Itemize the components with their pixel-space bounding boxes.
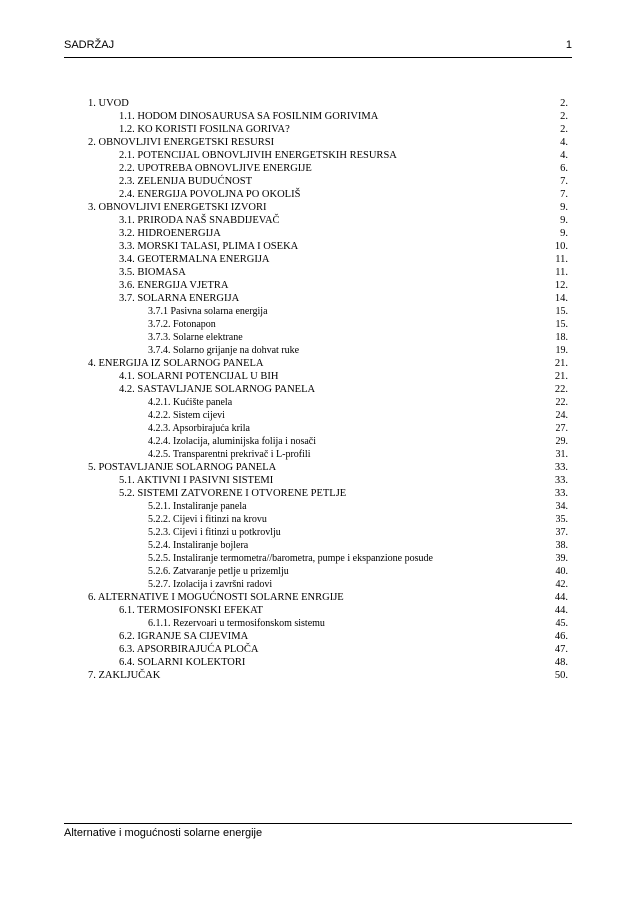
toc-entry[interactable] — [88, 422, 568, 435]
toc-entry[interactable] — [88, 240, 568, 253]
toc-entry-title: 3.7.4. Solarno grijanje na dohvat ruke — [148, 345, 300, 356]
toc-entry-title: 4.2. SASTAVLJANJE SOLARNOG PANELA — [119, 384, 316, 395]
toc-entry[interactable] — [88, 331, 568, 344]
toc-entry-page: 11. — [555, 254, 568, 265]
toc-entry-page: 35. — [555, 514, 568, 525]
toc-entry-page: 15. — [555, 319, 568, 330]
toc-entry[interactable] — [88, 318, 568, 331]
toc-entry-page: 42. — [555, 579, 568, 590]
toc-entry-page: 19. — [555, 345, 568, 356]
toc-entry-title: 3.7. SOLARNA ENERGIJA — [119, 293, 240, 304]
toc-entry[interactable] — [88, 526, 568, 539]
toc-entry-page: 7. — [560, 189, 568, 200]
toc-entry[interactable] — [88, 448, 568, 461]
page-header — [64, 37, 572, 58]
toc-entry[interactable] — [88, 604, 568, 617]
toc-entry-page: 24. — [555, 410, 568, 421]
toc-entry[interactable] — [88, 175, 568, 188]
toc-entry-page: 27. — [555, 423, 568, 434]
toc-entry-page: 33. — [554, 462, 568, 473]
toc-entry-title: 2.4. ENERGIJA POVOLJNA PO OKOLIŠ — [119, 189, 301, 200]
toc-entry-page: 21. — [554, 358, 568, 369]
toc-entry[interactable] — [88, 357, 568, 370]
toc-entry-title: 5.2.3. Cijevi i fitinzi u potkrovlju — [148, 527, 281, 538]
toc-entry[interactable] — [88, 396, 568, 409]
toc-entry[interactable] — [88, 591, 568, 604]
toc-entry[interactable] — [88, 617, 568, 630]
toc-entry-page: 7. — [560, 176, 568, 187]
toc-entry-title: 3.7.1 Pasivna solarna energija — [148, 306, 268, 317]
toc-entry[interactable] — [88, 539, 568, 552]
toc-entry-title: 1.1. HODOM DINOSAURUSA SA FOSILNIM GORIVIMA — [119, 111, 379, 122]
toc-entry-title: 5.2.5. Instaliranje termometra//barometra, pumpe i ekspanzione posude — [148, 553, 433, 564]
page-number: 1 — [565, 39, 572, 51]
toc-entry[interactable] — [88, 253, 568, 266]
toc-entry-page: 9. — [560, 228, 568, 239]
toc-entry[interactable] — [88, 643, 568, 656]
toc-entry-title: 5. POSTAVLJANJE SOLARNOG PANELA — [88, 462, 277, 473]
toc-entry-page: 40. — [555, 566, 568, 577]
toc-entry-title: 6.1.1. Rezervoari u termosifonskom sistemu — [148, 618, 325, 629]
toc-entry[interactable] — [88, 500, 568, 513]
toc-entry-title: 4.2.1. Kućište panela — [148, 397, 233, 408]
toc-entry[interactable] — [88, 149, 568, 162]
toc-entry-page: 6. — [560, 163, 568, 174]
toc-entry[interactable] — [88, 630, 568, 643]
toc-entry-page: 39. — [555, 553, 568, 564]
toc-entry-title: 5.2.4. Instaliranje bojlera — [148, 540, 249, 551]
toc-entry-page: 14. — [554, 293, 568, 304]
toc-entry-title: 7. ZAKLJUČAK — [88, 670, 161, 681]
toc-entry[interactable] — [88, 669, 568, 682]
toc-entry-page: 4. — [560, 150, 568, 161]
toc-entry[interactable] — [88, 188, 568, 201]
toc-entry[interactable] — [88, 227, 568, 240]
toc-entry-title: 5.2. SISTEMI ZATVORENE I OTVORENE PETLJE — [119, 488, 347, 499]
toc-entry-page: 22. — [555, 397, 568, 408]
toc-entry-page: 44. — [554, 592, 568, 603]
toc-entry-title: 4.2.5. Transparentni prekrivač i L-profili — [148, 449, 311, 460]
toc-entry-page: 2. — [560, 98, 568, 109]
toc-entry-page: 31. — [555, 449, 568, 460]
toc-entry[interactable] — [88, 214, 568, 227]
toc-entry-title: 1.2. KO KORISTI FOSILNA GORIVA? — [119, 124, 290, 135]
page-footer — [64, 823, 572, 839]
toc-entry-page: 18. — [555, 332, 568, 343]
toc-entry[interactable] — [88, 370, 568, 383]
toc-entry-title: 4. ENERGIJA IZ SOLARNOG PANELA — [88, 358, 264, 369]
toc-entry-title: 6. ALTERNATIVE I MOGUĆNOSTI SOLARNE ENRGIJE — [88, 592, 344, 603]
toc-entry-title: 4.2.2. Sistem cijevi — [148, 410, 225, 421]
toc-entry[interactable] — [88, 578, 568, 591]
toc-entry-title: 4.2.3. Apsorbirajuća krila — [148, 423, 250, 434]
toc-entry-page: 2. — [560, 124, 568, 135]
toc-entry-title: 2.2. UPOTREBA OBNOVLJIVE ENERGIJE — [119, 163, 312, 174]
toc-entry-page: 10. — [554, 241, 568, 252]
toc-entry-title: 3.2. HIDROENERGIJA — [119, 228, 221, 239]
toc-entry[interactable] — [88, 383, 568, 396]
toc-entry[interactable] — [88, 656, 568, 669]
toc-entry[interactable] — [88, 305, 568, 318]
toc-entry[interactable] — [88, 292, 568, 305]
toc-entry[interactable] — [88, 344, 568, 357]
toc-entry-page: 50. — [554, 670, 568, 681]
toc-entry-page: 37. — [555, 527, 568, 538]
toc-entry[interactable] — [88, 201, 568, 214]
toc-entry-page: 29. — [555, 436, 568, 447]
header-title: SADRŽAJ — [64, 39, 115, 51]
table-of-contents — [88, 97, 568, 682]
toc-entry-title: 3.7.3. Solarne elektrane — [148, 332, 243, 343]
toc-entry[interactable] — [88, 409, 568, 422]
toc-entry[interactable] — [88, 565, 568, 578]
toc-entry[interactable] — [88, 266, 568, 279]
toc-entry-title: 5.1. AKTIVNI I PASIVNI SISTEMI — [119, 475, 274, 486]
toc-entry-title: 6.3. APSORBIRAJUĆA PLOČA — [119, 644, 259, 655]
toc-entry[interactable] — [88, 487, 568, 500]
toc-entry-page: 38. — [555, 540, 568, 551]
toc-entry[interactable] — [88, 513, 568, 526]
toc-entry-title: 1. UVOD — [88, 98, 129, 109]
toc-entry-page: 46. — [554, 631, 568, 642]
toc-entry[interactable] — [88, 123, 568, 136]
toc-entry-page: 11. — [555, 267, 568, 278]
toc-entry-title: 5.2.7. Izolacija i završni radovi — [148, 579, 273, 590]
toc-entry[interactable] — [88, 435, 568, 448]
toc-entry-page: 21. — [554, 371, 568, 382]
toc-entry-title: 4.2.4. Izolacija, aluminijska folija i nosači — [148, 436, 317, 447]
toc-entry-title: 4.1. SOLARNI POTENCIJAL U BIH — [119, 371, 279, 382]
toc-entry-title: 6.4. SOLARNI KOLEKTORI — [119, 657, 246, 668]
toc-entry-page: 15. — [555, 306, 568, 317]
toc-entry-title: 2.1. POTENCIJAL OBNOVLJIVIH ENERGETSKIH RESURSA — [119, 150, 397, 161]
toc-entry-title: 2.3. ZELENIJA BUDUĆNOST — [119, 176, 252, 187]
toc-entry-page: 4. — [560, 137, 568, 148]
toc-entry-page: 47. — [554, 644, 568, 655]
toc-entry[interactable] — [88, 552, 568, 565]
toc-entry-title: 6.2. IGRANJE SA CIJEVIMA — [119, 631, 249, 642]
toc-entry-title: 5.2.2. Cijevi i fitinzi na krovu — [148, 514, 267, 525]
toc-entry-page: 22. — [554, 384, 568, 395]
toc-entry-page: 34. — [555, 501, 568, 512]
toc-entry-page: 48. — [554, 657, 568, 668]
toc-entry-title: 3.4. GEOTERMALNA ENERGIJA — [119, 254, 270, 265]
toc-entry-page: 44. — [554, 605, 568, 616]
toc-entry-title: 3.5. BIOMASA — [119, 267, 186, 278]
toc-entry-title: 3.6. ENERGIJA VJETRA — [119, 280, 229, 291]
toc-entry-title: 5.2.1. Instaliranje panela — [148, 501, 247, 512]
toc-entry-page: 2. — [560, 111, 568, 122]
toc-entry-title: 2. OBNOVLJIVI ENERGETSKI RESURSI — [88, 137, 275, 148]
toc-entry-title: 3.7.2. Fotonapon — [148, 319, 216, 330]
toc-entry-title: 3.1. PRIRODA NAŠ SNABDIJEVAČ — [119, 215, 280, 226]
toc-entry-page: 33. — [554, 488, 568, 499]
toc-entry-title: 3. OBNOVLJIVI ENERGETSKI IZVORI — [88, 202, 267, 213]
toc-entry[interactable] — [88, 474, 568, 487]
toc-entry-page: 9. — [560, 202, 568, 213]
toc-entry[interactable] — [88, 97, 568, 110]
toc-entry[interactable] — [88, 162, 568, 175]
toc-entry[interactable] — [88, 136, 568, 149]
toc-entry[interactable] — [88, 279, 568, 292]
toc-entry-title: 6.1. TERMOSIFONSKI EFEKAT — [119, 605, 263, 616]
toc-entry-title: 5.2.6. Zatvaranje petlje u prizemlju — [148, 566, 289, 577]
toc-entry-title: 3.3. MORSKI TALASI, PLIMA I OSEKA — [119, 241, 299, 252]
footer-text: Alternative i mogućnosti solarne energije — [64, 827, 263, 839]
toc-entry-page: 9. — [560, 215, 568, 226]
toc-entry-page: 12. — [554, 280, 568, 291]
toc-entry[interactable] — [88, 461, 568, 474]
toc-entry-page: 45. — [555, 618, 568, 629]
toc-entry-page: 33. — [554, 475, 568, 486]
toc-entry[interactable] — [88, 110, 568, 123]
